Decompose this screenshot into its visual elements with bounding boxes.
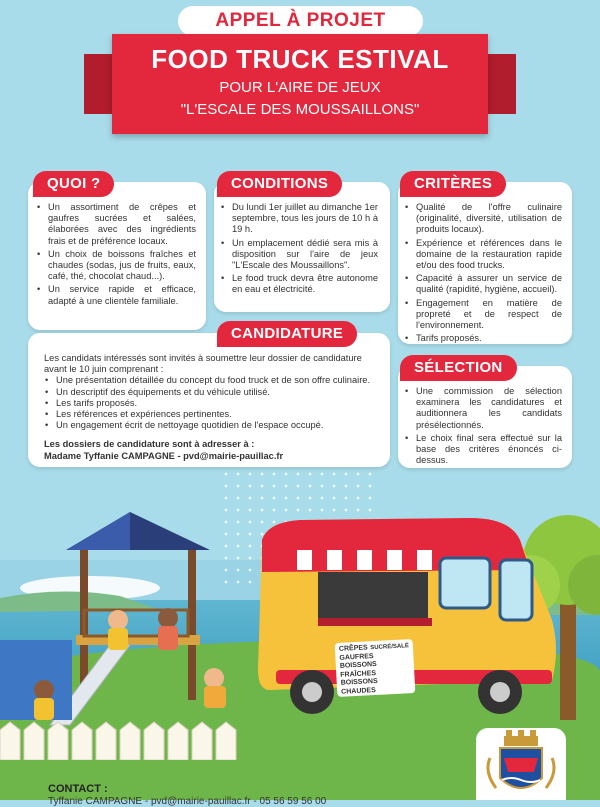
menu-tag-sucre-sale: SUCRÉ/SALÉ (370, 643, 410, 652)
coat-of-arms-icon (476, 728, 566, 800)
town-coat-of-arms (476, 728, 566, 800)
candidature-list (44, 375, 382, 431)
kid-figure (108, 628, 128, 650)
illustration (0, 500, 600, 760)
list-item: • Une commission de sélection examinera les candidatures et auditionnera les candidats présélectionnés. (404, 386, 562, 431)
list-item: • Les références et expériences pertinentes. (44, 409, 382, 420)
truck-menu-board (335, 639, 416, 697)
list-item: • Du lundi 1er juillet au dimanche 1er septembre, tous les jours de 10 h à 19 h. (220, 202, 378, 236)
list-item: • Tarifs proposés. (404, 333, 562, 344)
list-item: • Les tarifs proposés. (44, 398, 382, 409)
list-item: • Qualité de l'offre culinaire (originalité, diversité, utilisation de produits locaux). (404, 202, 562, 236)
playground-roof (66, 512, 130, 550)
conditions-list (220, 202, 378, 298)
criteres-heading: CRITÈRES (400, 171, 506, 197)
criteres-card (398, 182, 572, 344)
kid-figure (158, 626, 178, 650)
selection-heading: SÉLECTION (400, 355, 517, 381)
list-item: • Un assortiment de crêpes et gaufres sucrées et salées, élaborées avec des ingrédients frais et de préférence locaux. (36, 202, 196, 247)
list-item: • Un descriptif des équipements et du véhicule utilisé. (44, 387, 382, 398)
list-item: • Le food truck devra être autonome en eau et électricité. (220, 273, 378, 295)
selection-card (398, 366, 572, 468)
kid-figure (34, 698, 54, 720)
criteres-list (404, 202, 562, 346)
list-item: • Engagement en matière de propreté et de respect de l'environnement. (404, 298, 562, 332)
conditions-heading: CONDITIONS (217, 171, 342, 197)
candidature-body (44, 353, 382, 462)
candidature-address-intro: Les dossiers de candidature sont à adresser à : (44, 439, 255, 450)
tree-trunk (560, 600, 576, 720)
quoi-heading: QUOI ? (33, 171, 114, 197)
contact-label: CONTACT : (48, 783, 108, 795)
list-item: • Un emplacement dédié sera mis à disposition sur l'aire de jeux "L'Escale des Moussaillons". (220, 238, 378, 272)
list-item: • Un engagement écrit de nettoyage quotidien de l'espace occupé. (44, 420, 382, 431)
page-subtitle-line2: "L'ESCALE DES MOUSSAILLONS" (180, 101, 420, 118)
list-item: • Le choix final sera effectué sur la base des critères énoncés ci-dessus. (404, 433, 562, 467)
list-item: • Expérience et références dans le domaine de la restauration rapide et/ou des food trucks. (404, 238, 562, 272)
contact-details: Tyffanie CAMPAGNE - pvd@mairie-pauillac.fr - 05 56 59 56 00 (48, 796, 327, 807)
selection-list (404, 386, 562, 468)
page-subtitle-line1: POUR L'AIRE DE JEUX (219, 79, 381, 96)
menu-line-boissons-chaudes: BOISSONS CHAUDES (340, 677, 378, 696)
candidature-card (28, 333, 390, 467)
header-banner (112, 34, 488, 134)
candidature-intro: Les candidats intéressés sont invités à soumettre leur dossier de candidature avant le 10 juin comprenant : (44, 353, 362, 375)
page-title: FOOD TRUCK ESTIVAL (151, 44, 449, 74)
list-item: • Capacité à assurer un service de qualité (rapidité, hygiène, accueil). (404, 273, 562, 295)
kid-figure (204, 686, 226, 708)
kid-figure (158, 608, 178, 628)
menu-line-gaufres: GAUFRES (339, 652, 374, 662)
header-tagline: APPEL À PROJET (178, 6, 423, 36)
candidature-contact-email: Madame Tyffanie CAMPAGNE - pvd@mairie-pauillac.fr (44, 450, 284, 461)
kid-figure (108, 610, 128, 630)
menu-line-crepes: CRÊPES (338, 644, 368, 653)
candidature-heading: CANDIDATURE (217, 321, 357, 347)
conditions-card (214, 182, 390, 312)
kid-figure (204, 668, 224, 688)
list-item: • Une présentation détaillée du concept du food truck et de son offre culinaire. (44, 375, 382, 386)
kid-figure (34, 680, 54, 700)
picket-fence (0, 722, 236, 760)
quoi-card (28, 182, 206, 330)
list-item: • Un choix de boissons fraîches et chaudes (sodas, jus de fruits, eaux, café, thé, chocolat chaud...). (36, 249, 196, 283)
quoi-list (36, 202, 196, 309)
menu-line-boissons-fraiches: BOISSONS FRAÎCHES (339, 660, 377, 679)
list-item: • Un service rapide et efficace, adapté à une clientèle familiale. (36, 284, 196, 306)
